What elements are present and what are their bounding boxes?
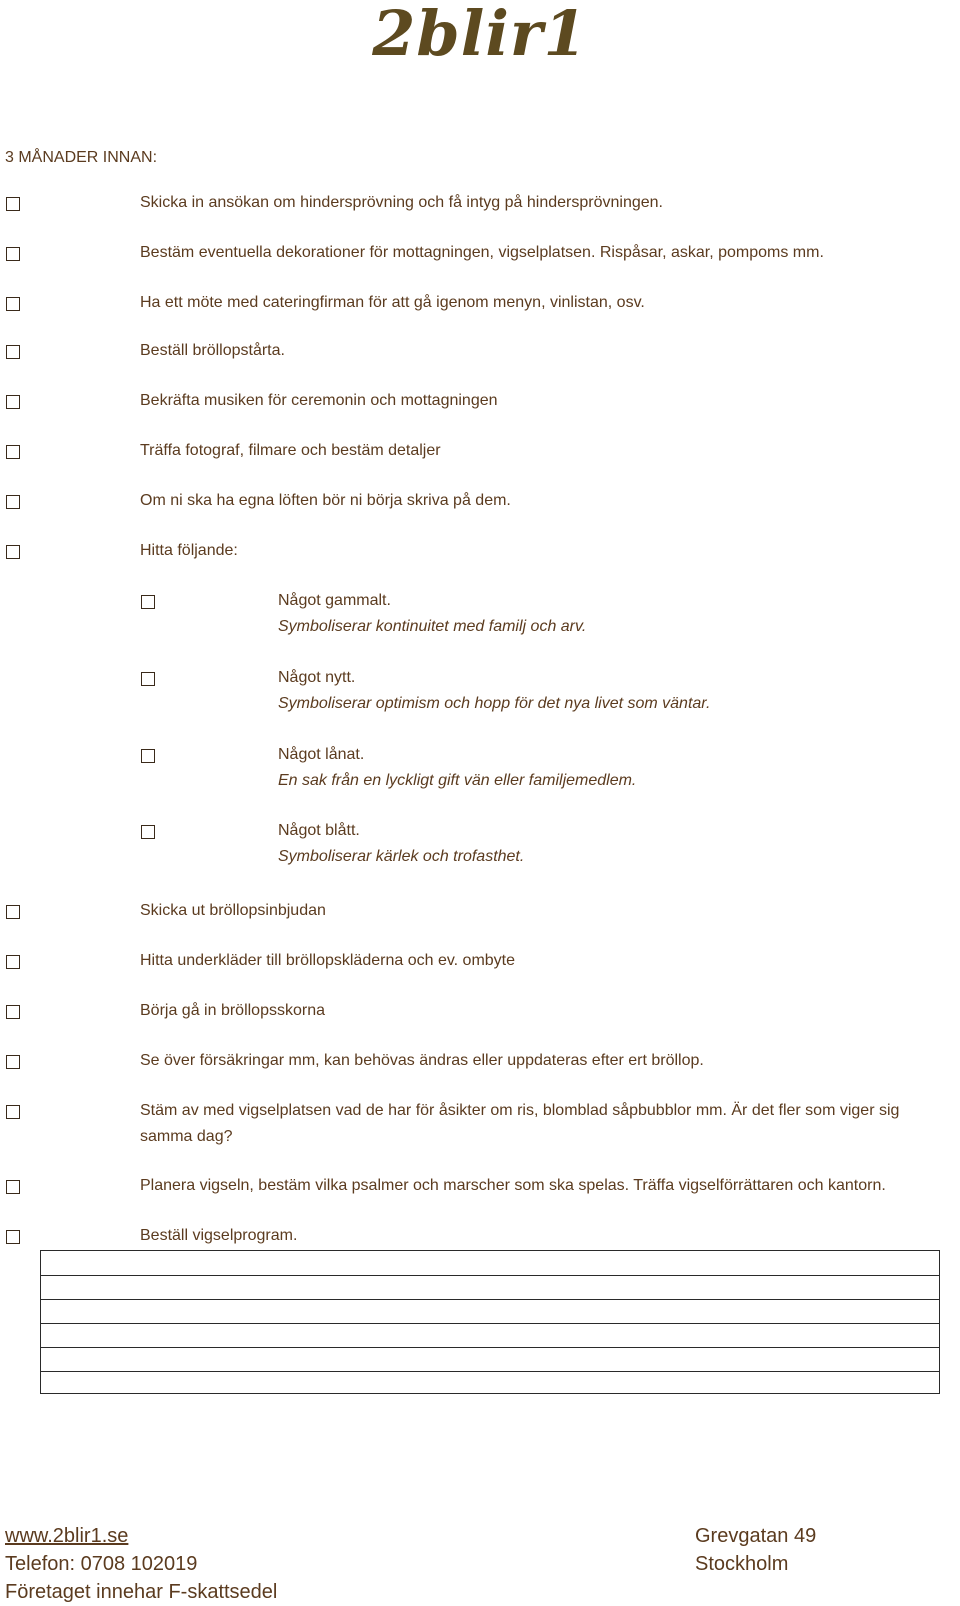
checkbox[interactable] [6,905,20,919]
checklist-item-text: Planera vigseln, bestäm vilka psalmer och marscher som ska spelas. Träffa vigselförrättaren och kantorn. [140,1177,886,1194]
checkbox[interactable] [6,197,20,211]
section-heading: 3 MÅNADER INNAN: [5,149,158,166]
note-line [41,1347,939,1348]
company-logo: 2blir1 [372,0,588,70]
footer-contact [5,1522,277,1606]
checkbox[interactable] [141,749,155,763]
website-link[interactable]: www.2blir1.se [5,1525,129,1547]
checkbox[interactable] [6,395,20,409]
checklist-item-text: Stäm av med vigselplatsen vad de har för åsikter om ris, blomblad såpbubblor mm. Är det fler som viger sig samma dag? [140,1102,900,1145]
checklist-item-text: Beställ vigselprogram. [140,1227,298,1244]
subitem-note: Symboliserar kärlek och trofasthet. [278,848,525,865]
checkbox[interactable] [6,1180,20,1194]
note-line [41,1275,939,1276]
checklist-item-text: Skicka ut bröllopsinbjudan [140,902,326,919]
checklist-item-text: Ha ett möte med cateringfirman för att gå igenom menyn, vinlistan, osv. [140,294,645,311]
checklist-item-text: Hitta underkläder till bröllopskläderna och ev. ombyte [140,952,516,969]
checkbox[interactable] [141,825,155,839]
checkbox[interactable] [6,1055,20,1069]
phone-number: Telefon: 0708 102019 [5,1553,198,1575]
checkbox[interactable] [6,545,20,559]
checklist-item-text: Bestäm eventuella dekorationer för mottagningen, vigselplatsen. Rispåsar, askar, pompoms mm. [140,244,824,261]
checkbox[interactable] [6,247,20,261]
street-address: Grevgatan 49 [695,1525,817,1547]
checkbox[interactable] [6,445,20,459]
tax-note: Företaget innehar F-skattsedel [5,1581,278,1603]
checklist-item-text: Skicka in ansökan om hindersprövning och få intyg på hindersprövningen. [140,194,663,211]
checklist-item-text: Hitta följande: [140,542,238,559]
checkbox[interactable] [6,1005,20,1019]
checklist-item-text: Börja gå in bröllopsskorna [140,1002,325,1019]
checkbox[interactable] [6,1105,20,1119]
checklist-item-text: Beställ bröllopstårta. [140,342,285,359]
subitem-note: En sak från en lyckligt gift vän eller familjemedlem. [278,772,637,789]
subitem-note: Symboliserar optimism och hopp för det nya livet som väntar. [278,695,711,712]
footer-address [695,1522,816,1578]
note-line [41,1371,939,1372]
subitem-title: Något lånat. [278,746,365,763]
checkbox[interactable] [6,495,20,509]
checkbox[interactable] [6,345,20,359]
checkbox[interactable] [141,672,155,686]
checkbox[interactable] [6,297,20,311]
checkbox[interactable] [6,1230,20,1244]
subitem-title: Något gammalt. [278,592,391,609]
checkbox[interactable] [6,955,20,969]
checklist-item-text: Träffa fotograf, filmare och bestäm detaljer [140,442,441,459]
subitem-title: Något blått. [278,822,360,839]
note-line [41,1299,939,1300]
subitem-title: Något nytt. [278,669,356,686]
checklist-item-text: Om ni ska ha egna löften bör ni börja skriva på dem. [140,492,511,509]
subitem-note: Symboliserar kontinuitet med familj och arv. [278,618,587,635]
checkbox[interactable] [141,595,155,609]
city: Stockholm [695,1553,789,1575]
notes-lines-box [40,1250,940,1394]
note-line [41,1323,939,1324]
checklist-item-text: Se över försäkringar mm, kan behövas ändras eller uppdateras efter ert bröllop. [140,1052,704,1069]
checklist-item-text: Bekräfta musiken för ceremonin och mottagningen [140,392,498,409]
